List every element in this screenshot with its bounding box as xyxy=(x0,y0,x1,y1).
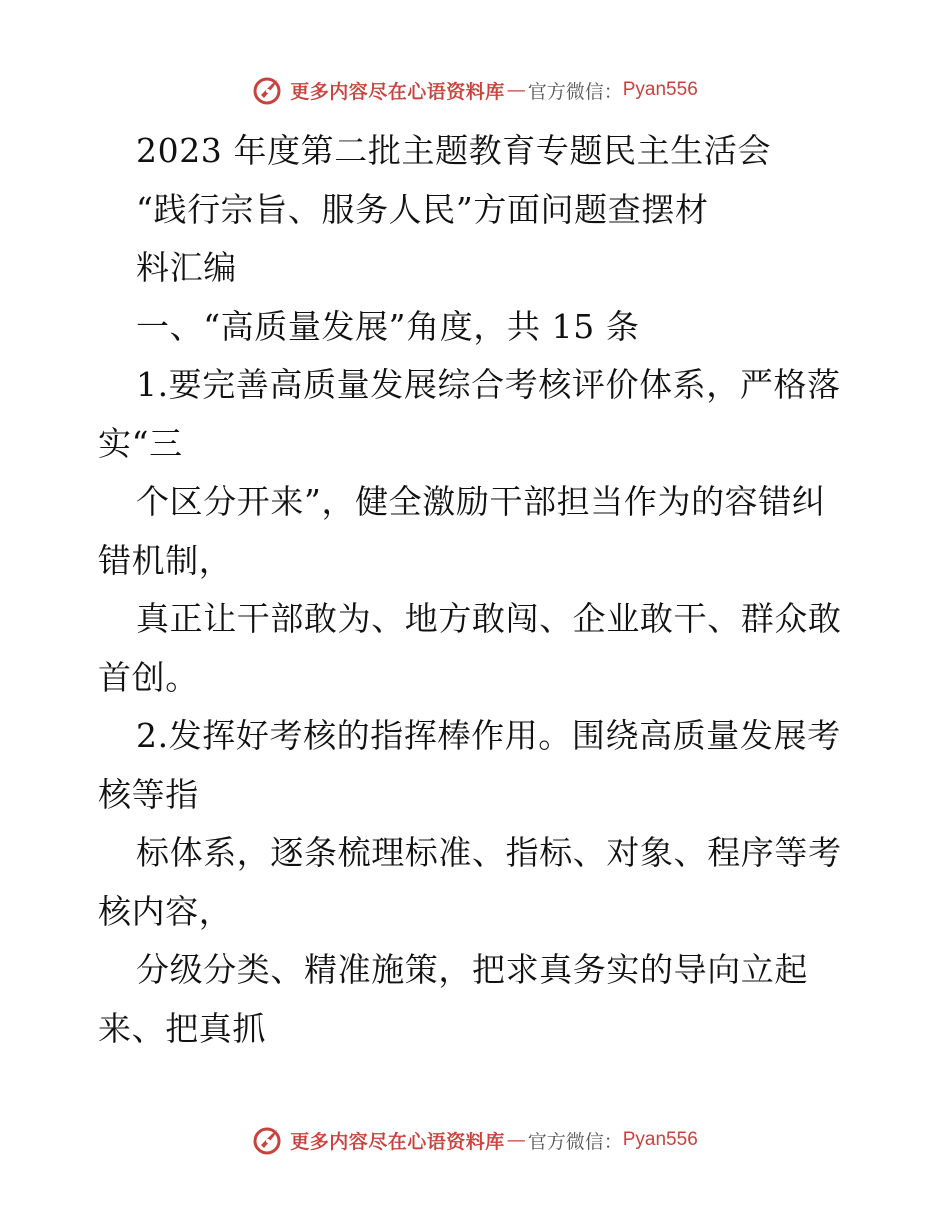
doc-title-line-2: “践行宗旨、服务人民”方面问题查摆材 xyxy=(136,189,709,229)
paragraph-line: 真正让干部敢为、地方敢闯、企业敢干、群众敢 xyxy=(136,599,842,638)
watermark-main-text: 更多内容尽在心语资料库 xyxy=(290,80,505,103)
footer-watermark xyxy=(0,1120,950,1160)
paragraph-line: 错机制， xyxy=(98,540,233,580)
paragraph-line: 首创。 xyxy=(98,657,199,697)
paragraph-line: 来、把真抓 xyxy=(98,1008,266,1048)
paragraph-line: 核等指 xyxy=(98,774,199,814)
paragraph-line: 个区分开来”，健全激励干部担当作为的容错纠 xyxy=(136,482,826,521)
paragraph-line: 分级分类、精准施策，把求真务实的导向立起 xyxy=(136,950,808,989)
pen-nib-logo-icon xyxy=(252,73,286,107)
doc-title-line-1: 2023 年度第二批主题教育专题民主生活会 xyxy=(136,131,772,170)
paragraph-line: 1.要完善高质量发展综合考核评价体系，严格落 xyxy=(136,365,841,404)
watermark-text xyxy=(290,77,698,104)
pen-nib-logo-icon xyxy=(252,1123,286,1157)
watermark-main-text: 更多内容尽在心语资料库 xyxy=(290,1130,505,1153)
watermark-dash: — xyxy=(506,79,526,101)
paragraph-line: 2.发挥好考核的指挥棒作用。围绕高质量发展考 xyxy=(136,716,841,755)
watermark-label: 官方微信： xyxy=(527,1130,623,1153)
watermark-text xyxy=(290,1127,698,1154)
paragraph-line: 实“三 xyxy=(98,423,183,463)
paragraph-line: 标体系，逐条梳理标准、指标、对象、程序等考 xyxy=(136,833,842,872)
doc-title-line-3: 料汇编 xyxy=(136,248,237,287)
watermark-dash: — xyxy=(506,1129,526,1151)
header-watermark xyxy=(0,70,950,110)
paragraph-line: 核内容， xyxy=(98,891,233,931)
section-heading: 一、“高质量发展”角度，共 15 条 xyxy=(136,306,640,346)
document-body xyxy=(98,122,858,1058)
watermark-wechat-id: Pyan556 xyxy=(622,1129,698,1150)
watermark-label: 官方微信： xyxy=(527,80,623,103)
watermark-wechat-id: Pyan556 xyxy=(622,79,698,100)
